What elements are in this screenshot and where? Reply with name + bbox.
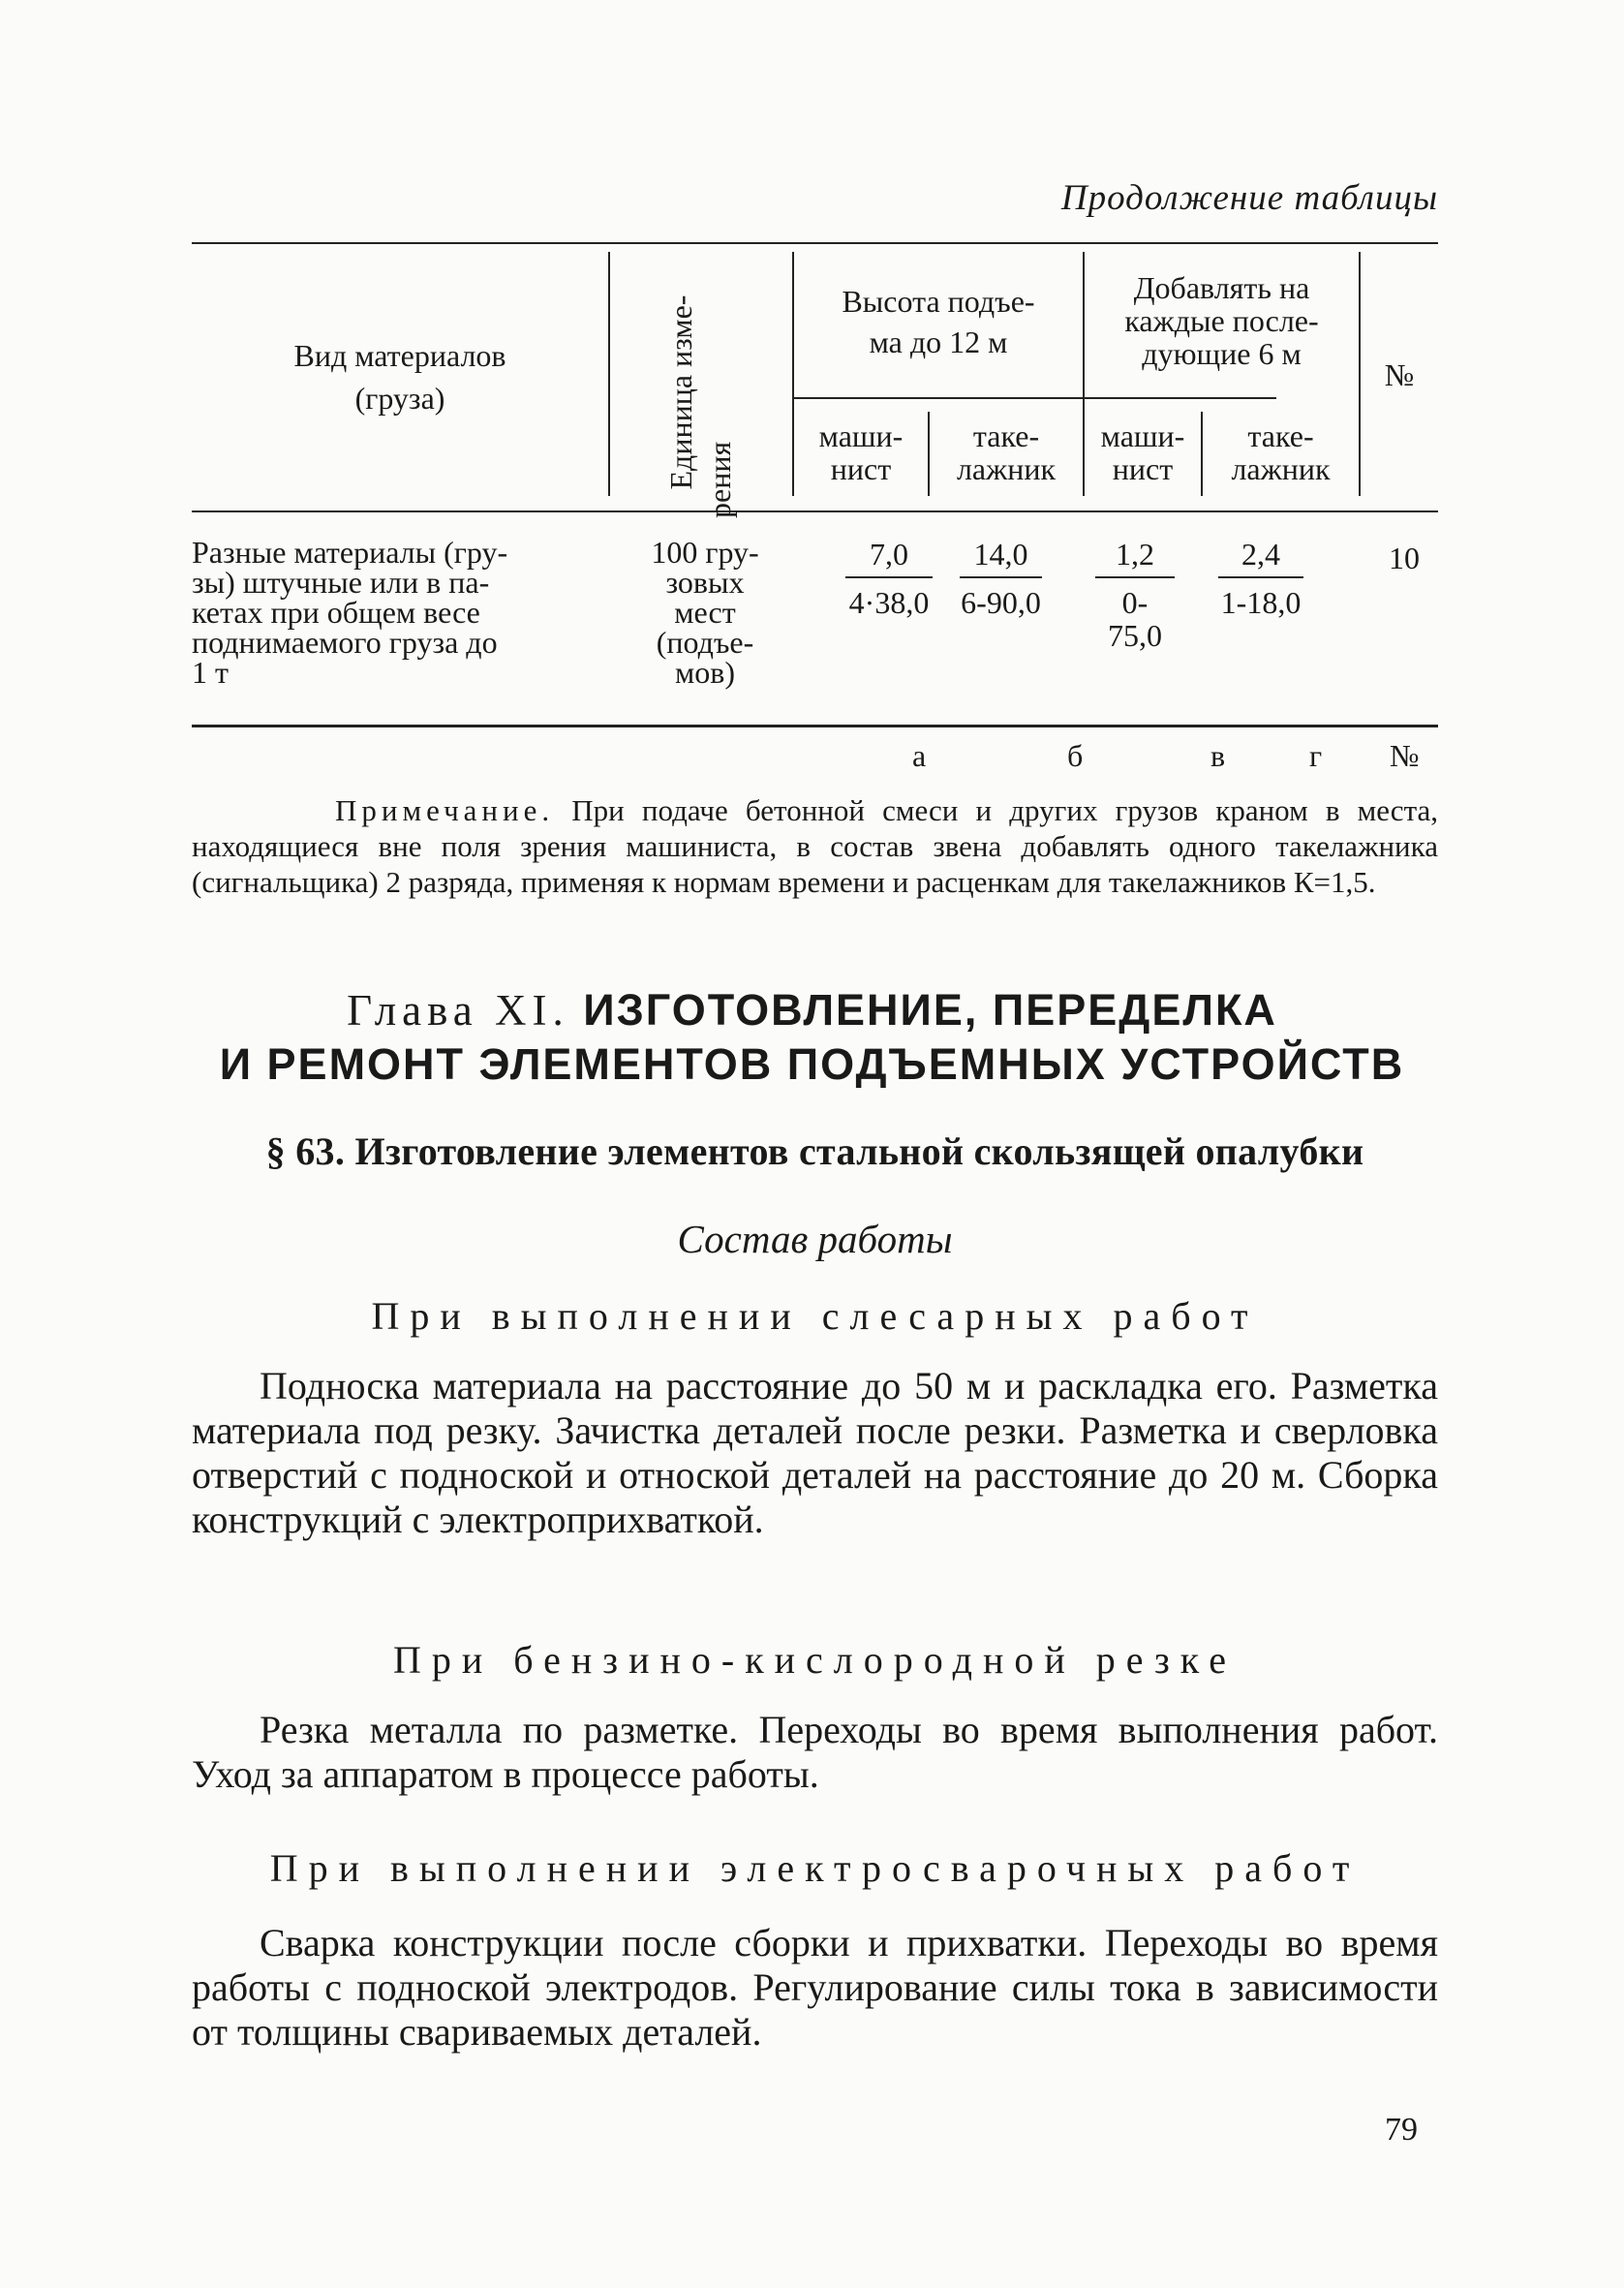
subsection-text: Резка металла по разметке. Переходы во время выполнения работ. Уход за аппаратом в процессе работы.: [192, 1708, 1438, 1796]
column-letter-c: в: [1210, 738, 1226, 773]
note-text: При подаче бетонной смеси и других грузов краном в места, находящиеся вне поля зрения машиниста, в состав звена добавлять одного такелажника (сигнальщика) 2 разряда, применяя к нормам времени и расценкам для такелажников К=1,5.: [192, 793, 1439, 899]
header-rigger-b: [930, 419, 1083, 485]
header-height-group: [794, 281, 1083, 362]
table-continuation-label: Продолжение таблицы: [1060, 178, 1438, 218]
header-rigger-d: [1203, 419, 1359, 485]
header-machinist-line: маши-: [818, 418, 904, 453]
row-material: [192, 535, 608, 690]
row-unit-line: (подъе-: [656, 625, 754, 660]
row-unit: [623, 535, 787, 690]
table-top-rule: [192, 242, 1438, 244]
header-rigger-line: таке-: [972, 418, 1040, 453]
header-number: №: [1384, 357, 1415, 392]
section-title: § 63. Изготовление элементов стальной скользящей опалубки: [265, 1129, 1364, 1173]
header-add-group: [1085, 271, 1359, 370]
header-machinist-line: нист: [830, 451, 892, 486]
subheader-rule: [792, 397, 1276, 399]
value-d-numerator: 2,4: [1218, 538, 1303, 578]
subsection-text: Подноска материала на расстояние до 50 м и раскладка его. Разметка материала под резку. Зачистка деталей после резки. Разметка и сверловка отверстий с подноской и отноской деталей на расстояние до 20 м. Сборка конструкций с электроприхваткой.: [192, 1364, 1438, 1541]
header-add-line: каждые после-: [1124, 303, 1319, 338]
norms-table: [192, 237, 1438, 741]
column-letter-b: б: [1067, 738, 1084, 773]
header-machinist-line: маши-: [1100, 418, 1185, 453]
row-material-line: 1 т: [192, 655, 229, 690]
value-a-numerator: 7,0: [845, 538, 933, 578]
header-rigger-line: лажник: [956, 451, 1057, 486]
column-letter-a: а: [912, 738, 927, 773]
chapter-heading: [145, 983, 1479, 1092]
header-add-line: Добавлять на: [1133, 270, 1310, 305]
subsection-text: Сварка конструкции после сборки и прихватки. Переходы во время работы с подноской электродов. Регулирование силы тока в зависимости от толщины свариваемых деталей.: [192, 1921, 1438, 2054]
header-height-line: ма до 12 м: [869, 325, 1008, 359]
header-unit-line: рения: [702, 441, 737, 518]
header-height-line: Высота подъе-: [842, 284, 1035, 319]
subsection-heading: При бензино-кислородной резке: [392, 1638, 1237, 1682]
header-material-line: Вид материалов: [293, 338, 506, 373]
row-material-line: поднимаемого груза до: [192, 625, 498, 660]
header-rigger-line: лажник: [1231, 451, 1331, 486]
chapter-label: Глава XI.: [347, 986, 569, 1035]
value-d-denominator: 1-18,0: [1220, 585, 1302, 620]
row-unit-line: мов): [674, 655, 735, 690]
header-unit: [661, 257, 739, 528]
value-a-denominator: 4·38,0: [848, 585, 930, 620]
header-rigger-line: таке-: [1247, 418, 1314, 453]
header-machinist-a: [794, 419, 928, 485]
header-machinist-c: [1085, 419, 1201, 485]
header-material: [192, 334, 608, 419]
header-material-line: (груза): [354, 381, 445, 416]
row-number: 10: [1389, 541, 1420, 575]
header-machinist-line: нист: [1112, 451, 1174, 486]
header-divider: [608, 252, 610, 496]
work-composition-heading: Состав работы: [677, 1217, 953, 1261]
row-unit-line: 100 гру-: [651, 535, 759, 570]
row-unit-line: мест: [674, 595, 736, 630]
row-material-line: Разные материалы (гру-: [192, 535, 508, 570]
header-unit-line: Единица изме-: [663, 294, 698, 490]
column-letter-number: №: [1390, 738, 1420, 773]
row-material-line: кетах при общем весе: [192, 595, 480, 630]
chapter-title-line1: ИЗГОТОВЛЕНИЕ, ПЕРЕДЕЛКА: [583, 985, 1277, 1035]
value-b-numerator: 14,0: [960, 538, 1042, 578]
chapter-title-line2: И РЕМОНТ ЭЛЕМЕНТОВ ПОДЪЕМНЫХ УСТРОЙСТВ: [219, 1039, 1405, 1089]
subsection-heading: При выполнении слесарных работ: [371, 1294, 1259, 1338]
header-add-line: дующие 6 м: [1142, 336, 1302, 371]
table-bottom-rule: [192, 725, 1438, 727]
value-a: [845, 538, 933, 619]
value-d: [1218, 538, 1303, 619]
row-material-line: зы) штучные или в па-: [192, 565, 490, 600]
note-label: Примечание.: [335, 793, 555, 827]
subsection-heading: При выполнении электросварочных работ: [269, 1846, 1361, 1890]
value-b: [960, 538, 1042, 619]
table-header-rule: [192, 510, 1438, 512]
table-note: [192, 792, 1438, 900]
value-c-denominator: 0-75,0: [1108, 585, 1162, 653]
column-letter-d: г: [1309, 738, 1323, 773]
row-unit-line: зовых: [665, 565, 745, 600]
value-c: [1095, 538, 1175, 652]
page-number: 79: [1385, 2112, 1418, 2148]
value-b-denominator: 6-90,0: [961, 585, 1041, 620]
value-c-numerator: 1,2: [1095, 538, 1175, 578]
